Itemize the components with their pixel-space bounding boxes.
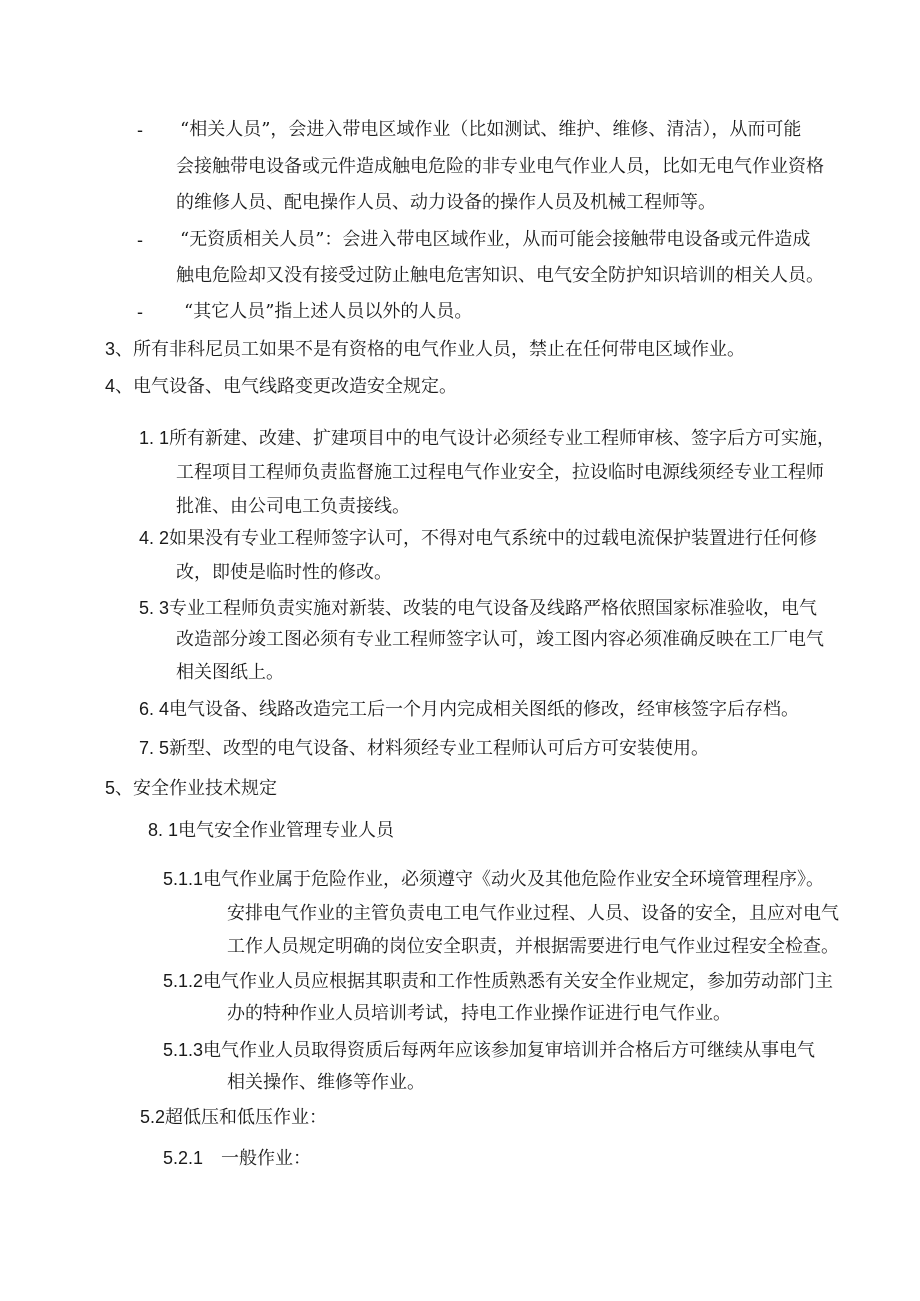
section-5-1-3-line-2: 相关操作、维修等作业。 bbox=[227, 1072, 425, 1093]
section-5-1-number: 8. 1 bbox=[148, 820, 179, 840]
section-5-1-1-number: 5.1.1 bbox=[163, 869, 204, 889]
section-5-title: 安全作业技术规定 bbox=[133, 778, 278, 799]
section-3-text: 所有非科尼员工如果不是有资格的电气作业人员，禁止在任何带电区域作业。 bbox=[133, 339, 746, 360]
section-4-3-line-2: 改造部分竣工图必须有专业工程师签字认可，竣工图内容必须准确反映在工厂电气 bbox=[176, 629, 824, 650]
section-4-1 bbox=[139, 426, 835, 451]
section-5-2 bbox=[140, 1105, 327, 1130]
section-5-2-1-title: 一般作业： bbox=[221, 1148, 312, 1169]
bullet-2-line-1: “无资质相关人员”：会进入带电区域作业，从而可能会接触带电设备或元件造成 bbox=[180, 229, 811, 250]
section-5-2-title: 超低压和低压作业： bbox=[165, 1107, 328, 1128]
section-5-1-3 bbox=[163, 1038, 815, 1063]
section-5-1-2-number: 5.1.2 bbox=[163, 971, 204, 991]
section-5-1-1-line-3: 工作人员规定明确的岗位安全职责，并根据需要进行电气作业过程安全检查。 bbox=[227, 936, 839, 957]
section-4-3-number: 5. 3 bbox=[139, 598, 170, 618]
bullet-1-line-3: 的维修人员、配电操作人员、动力设备的操作人员及机械工程师等。 bbox=[176, 192, 716, 213]
section-4 bbox=[105, 374, 457, 399]
section-5-1-1-line-1: 电气作业属于危险作业，必须遵守《动火及其他危险作业安全环境管理程序》。 bbox=[203, 869, 825, 890]
section-4-4-text: 电气设备、线路改造完工后一个月内完成相关图纸的修改，经审核签字后存档。 bbox=[169, 699, 800, 720]
section-4-number: 4、 bbox=[105, 376, 134, 396]
section-4-3-line-1: 专业工程师负责实施对新装、改装的电气设备及线路严格依照国家标准验收，电气 bbox=[169, 598, 818, 619]
section-5-2-number: 5.2 bbox=[140, 1107, 166, 1127]
section-5-2-1 bbox=[163, 1146, 311, 1171]
section-4-2-number: 4. 2 bbox=[139, 528, 170, 548]
section-5-1-1-line-2: 安排电气作业的主管负责电工电气作业过程、人员、设备的安全，且应对电气 bbox=[227, 903, 839, 924]
section-5-1-title: 电气安全作业管理专业人员 bbox=[178, 820, 395, 841]
section-5-1 bbox=[148, 818, 394, 843]
bullet-1-line-1: “相关人员”，会进入带电区域作业（比如测试、维护、维修、清洁），从而可能 bbox=[180, 119, 802, 140]
section-5-2-1-number: 5.2.1 bbox=[163, 1148, 204, 1168]
section-3-number: 3、 bbox=[105, 339, 134, 359]
section-5-1-2-line-2: 办的特种作业人员培训考试，持电工作业操作证进行电气作业。 bbox=[227, 1003, 731, 1024]
section-4-title: 电气设备、电气线路变更改造安全规定。 bbox=[133, 376, 458, 397]
section-4-5-number: 7. 5 bbox=[139, 738, 170, 758]
section-4-4-number: 6. 4 bbox=[139, 699, 170, 719]
section-4-4 bbox=[139, 697, 799, 722]
bullet-marker: - bbox=[137, 120, 143, 140]
bullet-marker: - bbox=[137, 302, 143, 322]
section-5-1-2 bbox=[163, 969, 833, 994]
section-4-1-line-1: 所有新建、改建、扩建项目中的电气设计必须经专业工程师审核、签字后方可实施， bbox=[169, 428, 836, 449]
bullet-3-line-1: “其它人员”指上述人员以外的人员。 bbox=[184, 301, 473, 322]
section-4-1-number: 1. 1 bbox=[139, 428, 170, 448]
bullet-1-line-2: 会接触带电设备或元件造成触电危险的非专业电气作业人员，比如无电气作业资格 bbox=[176, 156, 824, 177]
section-5-number: 5、 bbox=[105, 778, 134, 798]
section-5-1-3-number: 5.1.3 bbox=[163, 1040, 204, 1060]
section-4-1-line-2: 工程项目工程师负责监督施工过程电气作业安全，拉设临时电源线须经专业工程师 bbox=[176, 462, 824, 483]
section-4-2-line-2: 改，即使是临时性的修改。 bbox=[176, 562, 392, 583]
section-4-2-line-1: 如果没有专业工程师签字认可，不得对电气系统中的过载电流保护装置进行任何修 bbox=[169, 528, 818, 549]
section-4-2 bbox=[139, 526, 817, 551]
section-5-1-3-line-1: 电气作业人员取得资质后每两年应该参加复审培训并合格后方可继续从事电气 bbox=[203, 1040, 816, 1061]
section-3 bbox=[105, 337, 745, 362]
section-5-1-1 bbox=[163, 867, 824, 892]
section-4-3-line-3: 相关图纸上。 bbox=[176, 662, 284, 683]
section-4-5 bbox=[139, 736, 709, 761]
section-4-3 bbox=[139, 596, 817, 621]
bullet-marker: - bbox=[137, 230, 143, 250]
section-4-1-line-3: 批准、由公司电工负责接线。 bbox=[176, 496, 410, 517]
section-4-5-text: 新型、改型的电气设备、材料须经专业工程师认可后方可安装使用。 bbox=[169, 738, 710, 759]
bullet-2-line-2: 触电危险却又没有接受过防止触电危害知识、电气安全防护知识培训的相关人员。 bbox=[176, 265, 824, 286]
section-5 bbox=[105, 776, 277, 801]
section-5-1-2-line-1: 电气作业人员应根据其职责和工作性质熟悉有关安全作业规定，参加劳动部门主 bbox=[203, 971, 834, 992]
